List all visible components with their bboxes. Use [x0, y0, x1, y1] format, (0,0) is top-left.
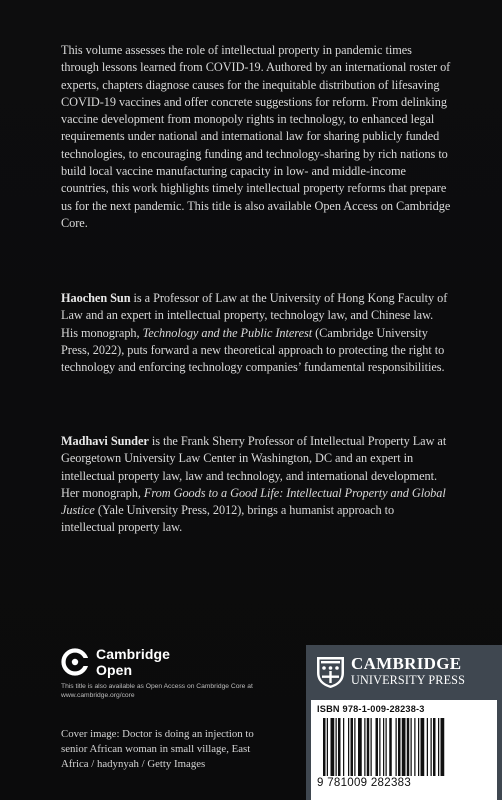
- barcode-bar: [364, 718, 365, 776]
- cambridge-open-line1: Cambridge: [96, 646, 171, 662]
- barcode-bar: [433, 718, 436, 776]
- bio-text: is the Frank Sherry Professor of Intellectual Property Law at Georgetown University Law Center in Washington, DC and an expert in intellectual property law, law and technology, and international development. Her monograph,: [61, 434, 447, 500]
- barcode-bar: [386, 718, 387, 776]
- barcode-bar: [402, 718, 406, 776]
- barcode-bar: [343, 718, 344, 776]
- barcode-bar: [348, 718, 349, 776]
- barcode-bar: [358, 718, 362, 776]
- barcode-bar: [383, 718, 384, 776]
- book-title: From Goods to a Good Life: Intellectual Property and Global Justice: [61, 485, 446, 518]
- cambridge-open-line2: Open: [96, 662, 133, 678]
- cover-image-credit: Cover image: Doctor is doing an injection to senior African woman in small village, East Africa / hadynyah / Getty Images: [61, 728, 254, 771]
- publisher-logo: [316, 655, 496, 691]
- book-description: [61, 42, 451, 232]
- publisher-name-line2: UNIVERSITY PRESS: [351, 673, 466, 687]
- bio-text: (Cambridge University Press, 2022), puts forward a new theoretical approach to protecting the right to technology and enforcing technology companies’ fundamental responsibilities.: [61, 325, 445, 375]
- isbn-barcode: [311, 700, 497, 800]
- barcode-bar: [438, 718, 439, 776]
- barcode-bar: [441, 718, 445, 776]
- book-title: Technology and the Public Interest: [142, 325, 313, 340]
- author-name: Haochen Sun: [61, 291, 131, 305]
- barcode-bar: [376, 718, 379, 776]
- barcode-bar: [396, 718, 397, 776]
- barcode-bar: [411, 718, 412, 776]
- publisher-name-line1: CAMBRIDGE: [351, 654, 462, 673]
- cambridge-open-logo: [60, 645, 190, 681]
- barcode-bar: [371, 718, 372, 776]
- barcode-bar: [367, 718, 370, 776]
- barcode-bar: [323, 718, 326, 776]
- barcode-bar: [379, 718, 380, 776]
- barcode-bar: [421, 718, 425, 776]
- author-bio-madhavi-sunder: [61, 433, 451, 537]
- barcode-bar: [338, 718, 341, 776]
- barcode-bar: [351, 718, 354, 776]
- barcode-bar: [427, 718, 428, 776]
- barcode-graphic: [323, 718, 485, 776]
- barcode-bar: [327, 718, 328, 776]
- author-bio-haochen-sun: [61, 290, 451, 376]
- cambridge-open-icon: [60, 647, 90, 677]
- barcode-bar: [354, 718, 355, 776]
- barcode-bar: [418, 718, 419, 776]
- open-access-note: This title is also available as Open Access on Cambridge Core at www.cambridge.org/core: [61, 683, 253, 699]
- barcode-bar: [431, 718, 432, 776]
- crest-icon: [316, 656, 345, 689]
- description-text: This volume assesses the role of intellectual property in pandemic times through lessons learned from COVID-19. Authored by an international roster of experts, chapters diagnose causes for the inequitable distribution of lifesaving COVID-19 vaccines and offer concrete suggestions for reform. From delinking vaccine development from monopoly rights in technology, to enhanced legal requirements under national and international law for sharing publicly funded technologies, to encouraging funding and technology-sharing by rich nations to build local vaccine manufacturing capacity in low- and middle-income countries, this work highlights timely intellectual property reforms that prepare us for the next pandemic. This title is also available Open Access on Cambridge Core.: [61, 43, 451, 230]
- barcode-bar: [414, 718, 415, 776]
- barcode-bar: [389, 718, 392, 776]
- bio-text: (Yale University Press, 2012), brings a humanist approach to intellectual property law.: [61, 503, 395, 535]
- bio-text: is a Professor of Law at the University of Hong Kong Faculty of Law and an expert in intellectual property, technology law, and Chinese law. His monograph,: [61, 291, 448, 340]
- barcode-digits: 9 781009 282383: [317, 777, 412, 789]
- barcode-bar: [398, 718, 401, 776]
- barcode-bar: [407, 718, 410, 776]
- barcode-bar: [331, 718, 335, 776]
- author-name: Madhavi Sunder: [61, 434, 149, 448]
- barcode-bar: [336, 718, 337, 776]
- isbn-label: ISBN 978-1-009-28238-3: [317, 704, 425, 714]
- publisher-panel: [306, 645, 502, 800]
